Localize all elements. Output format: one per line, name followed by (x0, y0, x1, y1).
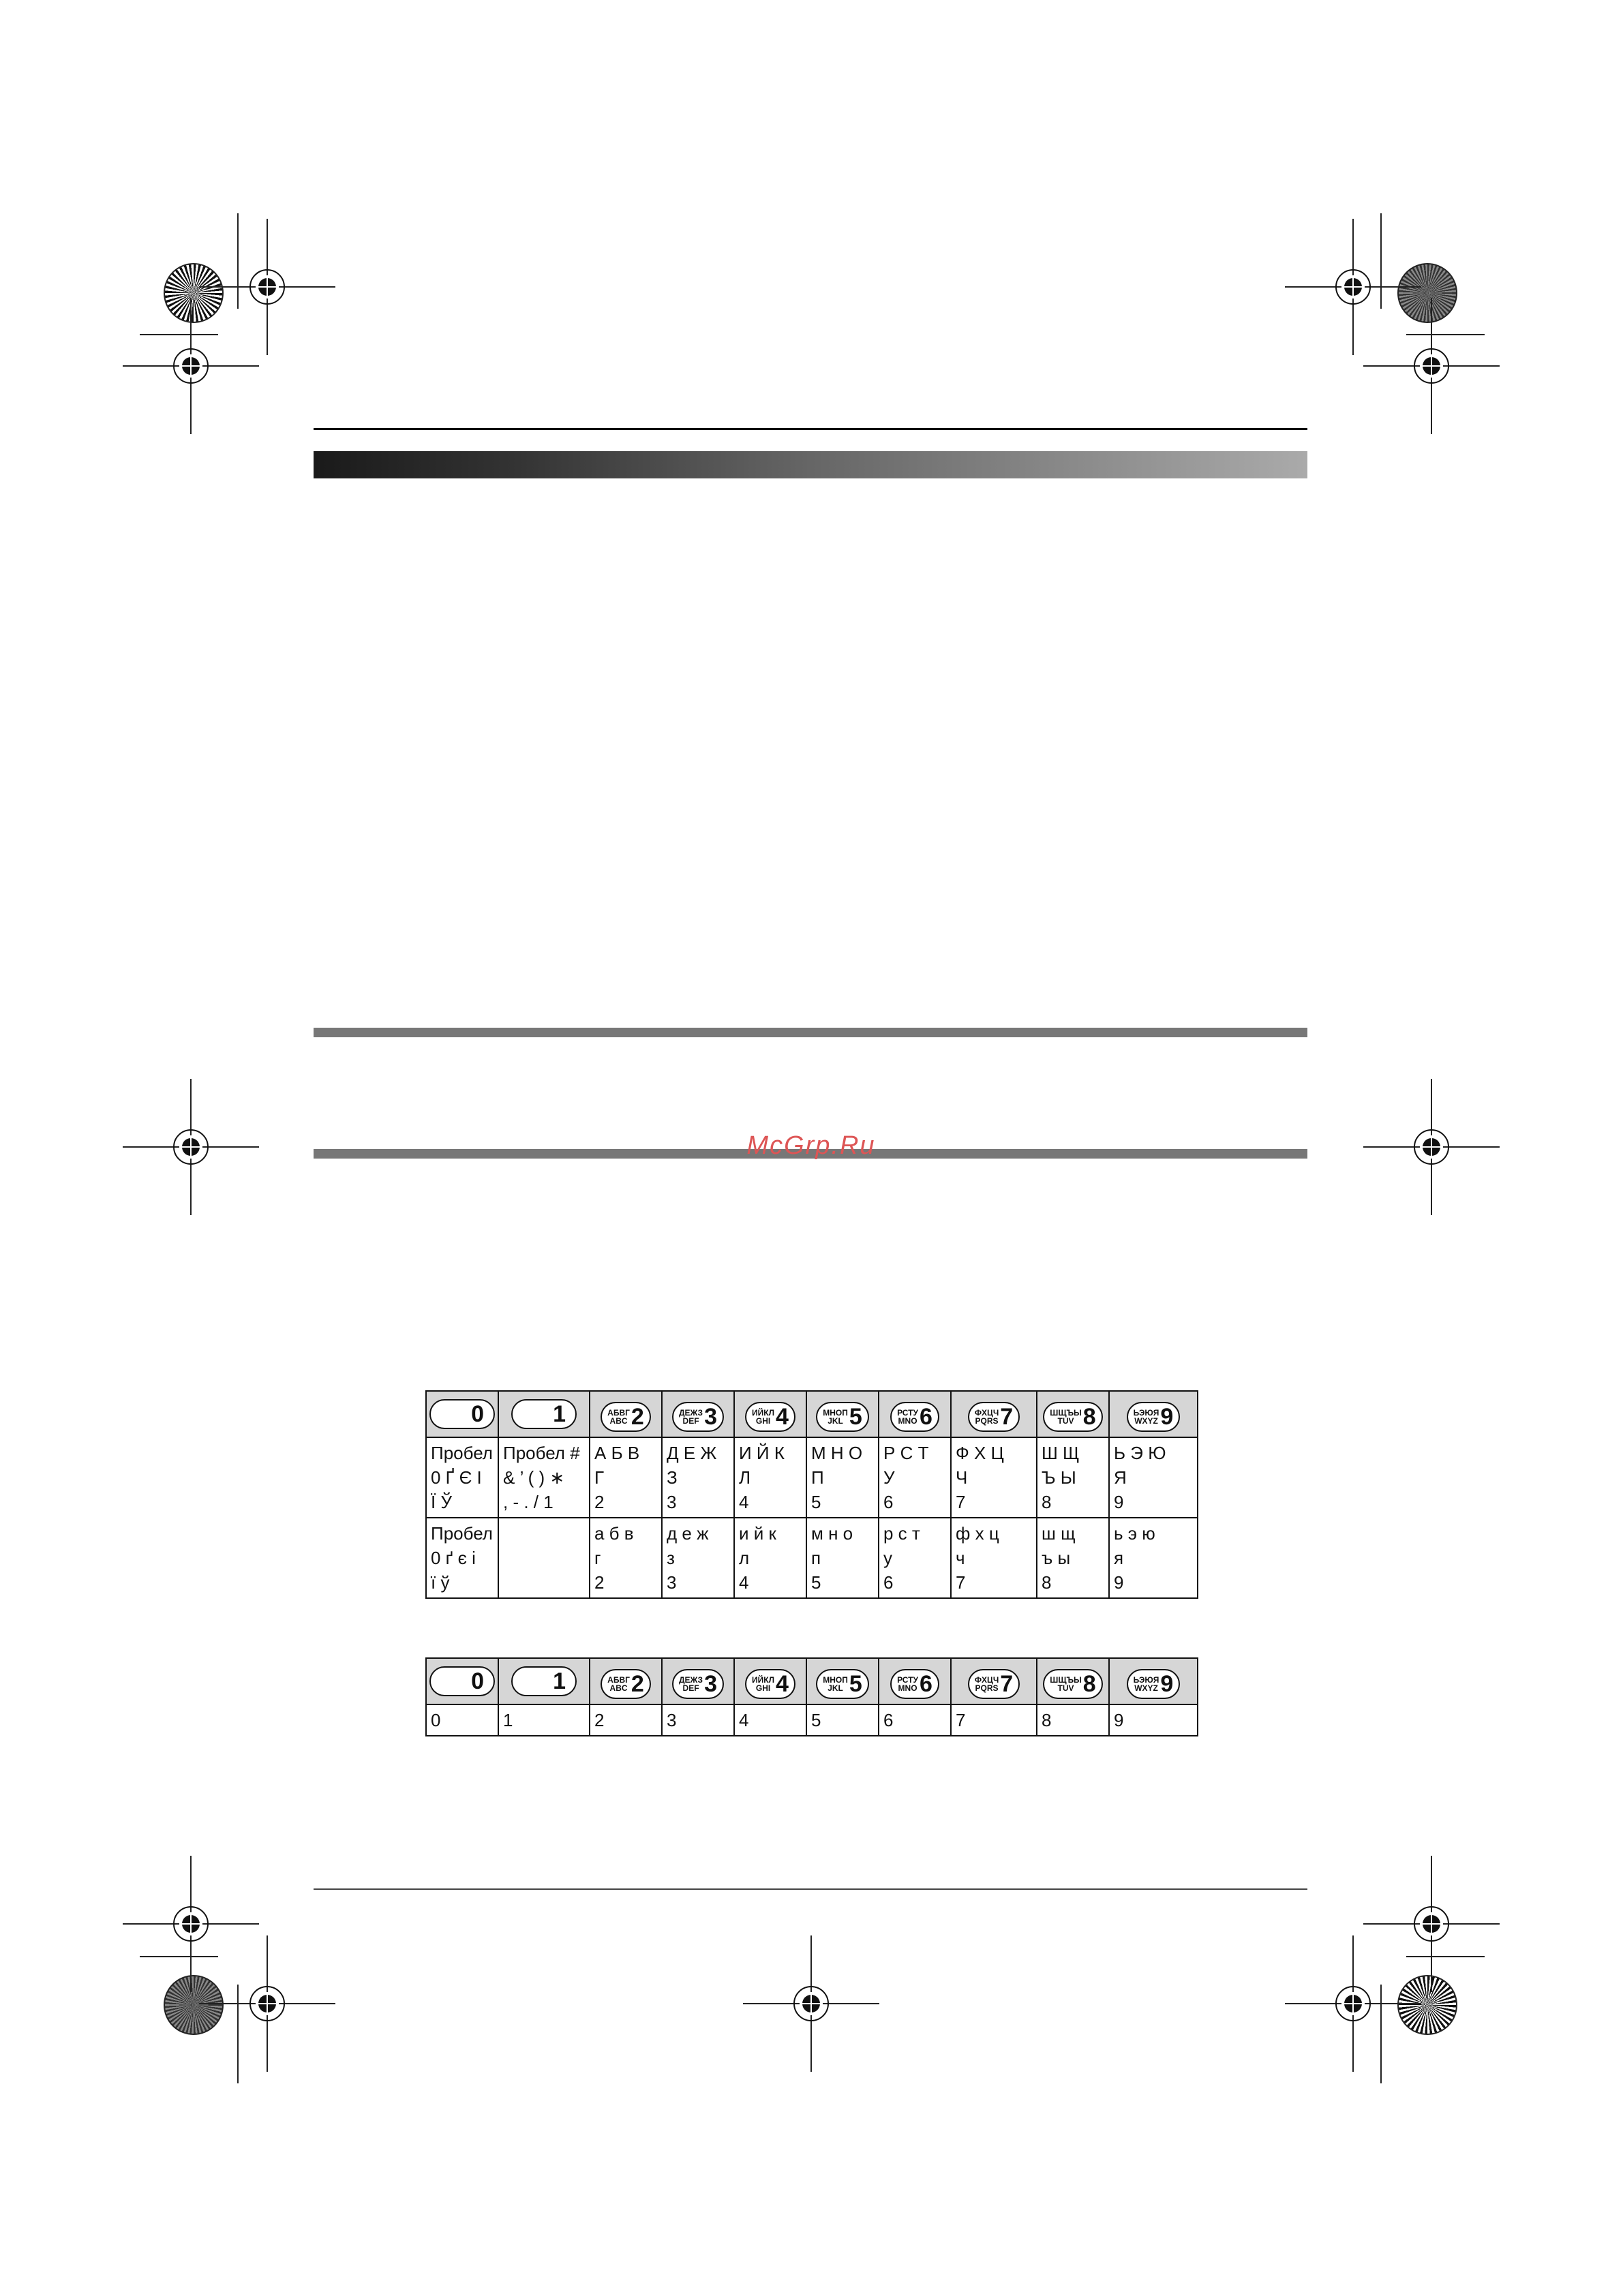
lowercase-cell (1037, 1518, 1109, 1598)
key-digit: 0 (471, 1401, 484, 1427)
key-digit: 0 (471, 1668, 484, 1694)
cell-text: Ф Х Ц (956, 1443, 1004, 1463)
key-digit: 7 (1000, 1670, 1014, 1697)
key-letters-top: ИЙКЛ (752, 1674, 775, 1685)
cell-text: 7 (956, 1710, 966, 1730)
key-1-icon (511, 1666, 577, 1696)
cell-text: 6 (883, 1710, 894, 1730)
key-digit: 7 (1000, 1403, 1014, 1430)
key-digit: 2 (631, 1670, 644, 1697)
cell-text: р с т (883, 1523, 920, 1544)
cell-text: г (594, 1548, 601, 1568)
key-letters-bottom: TUV (1057, 1415, 1074, 1426)
color-wheel-icon (164, 263, 224, 323)
key-letters-bottom: GHI (755, 1415, 771, 1426)
footer-line (314, 1888, 1307, 1890)
uppercase-cell (498, 1437, 590, 1518)
trim-mark (1380, 1985, 1382, 2083)
key-letters-bottom: DEF (682, 1415, 699, 1426)
key-letters-top: ШЩЪЫ (1050, 1407, 1082, 1418)
cell-text (503, 1546, 585, 1570)
key-digit: 8 (1082, 1670, 1096, 1697)
trim-mark (237, 213, 239, 309)
key-digit: 3 (704, 1670, 717, 1697)
cell-text: л (739, 1548, 750, 1568)
cell-text: д е ж (667, 1523, 709, 1544)
trim-mark (140, 1956, 218, 1957)
key-digit: 5 (849, 1403, 862, 1430)
key-letters-bottom: WXYZ (1134, 1415, 1158, 1426)
cell-text: А Б В (594, 1443, 640, 1463)
uppercase-cell (590, 1437, 662, 1518)
cell-text: 5 (811, 1710, 821, 1730)
cell-text: 7 (956, 1492, 966, 1512)
key-4-icon (745, 1669, 795, 1699)
key-letters-bottom: JKL (828, 1683, 843, 1693)
cell-text: ф х ц (956, 1523, 999, 1544)
key-0-cell (426, 1391, 498, 1437)
key-6-cell (879, 1391, 951, 1437)
cell-text: у (883, 1548, 892, 1568)
cell-text: п (811, 1548, 821, 1568)
digit-cell (879, 1704, 951, 1736)
color-wheel-icon (1397, 263, 1457, 323)
cell-text: з (667, 1548, 675, 1568)
color-wheel-icon (1397, 1975, 1457, 2035)
section-rule (314, 1028, 1307, 1037)
key-digit: 3 (704, 1403, 717, 1430)
lowercase-cell (951, 1518, 1037, 1598)
cell-text: Ъ Ы (1042, 1467, 1076, 1488)
cell-text: 1 (503, 1710, 513, 1730)
cell-text: , - . / 1 (503, 1492, 553, 1512)
key-7-icon (968, 1402, 1020, 1432)
uppercase-row (426, 1437, 1198, 1518)
key-header-row (426, 1391, 1198, 1437)
key-0-cell (426, 1658, 498, 1704)
key-8-icon (1043, 1402, 1102, 1432)
lowercase-cell (1109, 1518, 1198, 1598)
key-digit: 1 (553, 1401, 566, 1427)
cell-text: 8 (1042, 1710, 1052, 1730)
key-3-icon (672, 1402, 724, 1432)
cell-text: 5 (811, 1492, 821, 1512)
key-2-icon (601, 1669, 651, 1699)
key-7-cell (951, 1658, 1037, 1704)
cell-text: ш щ (1042, 1523, 1076, 1544)
key-letters-bottom: ABC (609, 1683, 628, 1693)
cell-text: Д Е Ж (667, 1443, 717, 1463)
cell-text: 2 (594, 1710, 605, 1730)
digit-cell (426, 1704, 498, 1736)
cell-text: Ь Э Ю (1114, 1443, 1166, 1463)
key-letters-top: РСТУ (897, 1674, 918, 1685)
cell-text: И Й К (739, 1443, 785, 1463)
key-4-cell (734, 1658, 806, 1704)
cell-text: 4 (739, 1492, 749, 1512)
header-line (314, 428, 1307, 430)
key-letters-bottom: MNO (898, 1683, 917, 1693)
key-digit: 9 (1160, 1403, 1174, 1430)
key-letters-top: РСТУ (897, 1407, 918, 1418)
cell-text: 6 (883, 1492, 894, 1512)
cell-text: 0 ґ є і (431, 1548, 476, 1568)
key-letters-top: ДЕЖЗ (679, 1674, 703, 1685)
key-digit: 5 (849, 1670, 862, 1697)
key-2-cell (590, 1658, 662, 1704)
key-digit: 6 (919, 1670, 932, 1697)
cell-text: П (811, 1467, 824, 1488)
key-digit: 6 (919, 1403, 932, 1430)
lowercase-cell (590, 1518, 662, 1598)
key-8-icon (1043, 1669, 1102, 1699)
cell-text: 3 (667, 1710, 677, 1730)
cell-text: М Н О (811, 1443, 863, 1463)
key-8-cell (1037, 1391, 1109, 1437)
key-3-cell (662, 1391, 734, 1437)
cell-text: 8 (1042, 1492, 1052, 1512)
key-2-cell (590, 1391, 662, 1437)
cell-text: 9 (1114, 1492, 1124, 1512)
cell-text: и й к (739, 1523, 776, 1544)
key-1-cell (498, 1391, 590, 1437)
cell-text: Ч (956, 1467, 968, 1488)
uppercase-cell (426, 1437, 498, 1518)
trim-mark (1380, 213, 1382, 309)
key-letters-bottom: ABC (609, 1415, 628, 1426)
key-5-cell (806, 1658, 879, 1704)
key-2-icon (601, 1402, 651, 1432)
lowercase-cell (498, 1518, 590, 1598)
cell-text (503, 1570, 585, 1595)
key-digit: 1 (553, 1668, 566, 1694)
cell-text: 4 (739, 1572, 749, 1593)
cell-text: & ’ ( ) ∗ (503, 1467, 565, 1488)
cell-text: У (883, 1467, 895, 1488)
cell-text: м н о (811, 1523, 853, 1544)
key-letters-bottom: MNO (898, 1415, 917, 1426)
cell-text: 0 (431, 1710, 441, 1730)
cell-text: 9 (1114, 1572, 1124, 1593)
digit-cell (951, 1704, 1037, 1736)
cell-text: Пробел (431, 1523, 493, 1544)
cell-text: ч (956, 1548, 965, 1568)
cell-text: Р С Т (883, 1443, 929, 1463)
key-5-cell (806, 1391, 879, 1437)
key-letters-bottom: JKL (828, 1415, 843, 1426)
key-9-cell (1109, 1658, 1198, 1704)
key-letters-top: ИЙКЛ (752, 1407, 775, 1418)
cell-text: 4 (739, 1710, 749, 1730)
key-3-icon (672, 1669, 724, 1699)
cell-text: 9 (1114, 1710, 1124, 1730)
cell-text: Пробел # (503, 1443, 580, 1463)
uppercase-cell (662, 1437, 734, 1518)
key-letters-top: ФХЦЧ (974, 1674, 999, 1685)
key-9-cell (1109, 1391, 1198, 1437)
key-letters-top: ЬЭЮЯ (1133, 1407, 1159, 1418)
key-letters-top: МНОП (823, 1407, 848, 1418)
digit-cell (734, 1704, 806, 1736)
key-9-icon (1127, 1669, 1181, 1699)
cell-text: 2 (594, 1572, 605, 1593)
key-5-icon (816, 1402, 869, 1432)
digit-cell (590, 1704, 662, 1736)
lowercase-row (426, 1518, 1198, 1598)
key-digit: 8 (1082, 1403, 1096, 1430)
key-letters-bottom: PQRS (975, 1683, 999, 1693)
digit-cell (1109, 1704, 1198, 1736)
lowercase-cell (662, 1518, 734, 1598)
key-6-icon (890, 1402, 939, 1432)
header-gradient-bar (314, 451, 1307, 478)
cell-text: ъ ы (1042, 1548, 1071, 1568)
digit-cell (1037, 1704, 1109, 1736)
cell-text: 6 (883, 1572, 894, 1593)
character-table-digits (425, 1657, 1198, 1736)
lowercase-cell (734, 1518, 806, 1598)
key-6-icon (890, 1669, 939, 1699)
trim-mark (1406, 1956, 1485, 1957)
key-digit: 4 (776, 1403, 789, 1430)
key-8-cell (1037, 1658, 1109, 1704)
cell-text: 5 (811, 1572, 821, 1593)
key-letters-top: ЬЭЮЯ (1133, 1674, 1159, 1685)
cell-text: а б в (594, 1523, 634, 1544)
uppercase-cell (951, 1437, 1037, 1518)
cell-text: Ш Щ (1042, 1443, 1080, 1463)
key-letters-bottom: DEF (682, 1683, 699, 1693)
key-digit: 4 (776, 1670, 789, 1697)
key-4-icon (745, 1402, 795, 1432)
key-letters-bottom: GHI (755, 1683, 771, 1693)
digit-cell (806, 1704, 879, 1736)
key-7-cell (951, 1391, 1037, 1437)
key-letters-top: АБВГ (607, 1407, 630, 1418)
key-digit: 9 (1160, 1670, 1174, 1697)
key-letters-top: ДЕЖЗ (679, 1407, 703, 1418)
key-9-icon (1127, 1402, 1181, 1432)
uppercase-cell (879, 1437, 951, 1518)
uppercase-cell (806, 1437, 879, 1518)
cell-text: я (1114, 1548, 1124, 1568)
color-wheel-icon (164, 1975, 224, 2035)
key-header-row (426, 1658, 1198, 1704)
character-table-letters (425, 1390, 1198, 1599)
key-digit: 2 (631, 1403, 644, 1430)
key-letters-top: АБВГ (607, 1674, 630, 1685)
lowercase-cell (879, 1518, 951, 1598)
cell-text: Ї Ў (431, 1492, 452, 1512)
key-3-cell (662, 1658, 734, 1704)
cell-text: 3 (667, 1492, 677, 1512)
key-letters-bottom: TUV (1057, 1683, 1074, 1693)
lowercase-cell (806, 1518, 879, 1598)
key-letters-top: МНОП (823, 1674, 848, 1685)
trim-mark (1406, 334, 1485, 335)
cell-text: ї ў (431, 1572, 450, 1593)
cell-text (503, 1521, 585, 1546)
digit-cell (662, 1704, 734, 1736)
trim-mark (140, 334, 218, 335)
uppercase-cell (1109, 1437, 1198, 1518)
cell-text: Я (1114, 1467, 1127, 1488)
cell-text: 2 (594, 1492, 605, 1512)
key-5-icon (816, 1669, 869, 1699)
digit-cell (498, 1704, 590, 1736)
watermark: McGrp.Ru (746, 1131, 876, 1160)
trim-mark (237, 1985, 239, 2083)
cell-text: 3 (667, 1572, 677, 1593)
key-7-icon (968, 1669, 1020, 1699)
key-letters-bottom: PQRS (975, 1415, 999, 1426)
cell-text: 7 (956, 1572, 966, 1593)
key-0-icon (429, 1399, 495, 1429)
key-letters-top: ФХЦЧ (974, 1407, 999, 1418)
cell-text: 0 Ґ Є І (431, 1467, 482, 1488)
key-0-icon (429, 1666, 495, 1696)
cell-text: Пробел (431, 1443, 493, 1463)
key-1-icon (511, 1399, 577, 1429)
lowercase-cell (426, 1518, 498, 1598)
cell-text: ь э ю (1114, 1523, 1155, 1544)
cell-text: З (667, 1467, 678, 1488)
uppercase-cell (1037, 1437, 1109, 1518)
key-4-cell (734, 1391, 806, 1437)
uppercase-cell (734, 1437, 806, 1518)
cell-text: Г (594, 1467, 605, 1488)
key-6-cell (879, 1658, 951, 1704)
cell-text: 8 (1042, 1572, 1052, 1593)
cell-text: Л (739, 1467, 751, 1488)
key-letters-top: ШЩЪЫ (1050, 1674, 1082, 1685)
digit-row (426, 1704, 1198, 1736)
key-letters-bottom: WXYZ (1134, 1683, 1158, 1693)
key-1-cell (498, 1658, 590, 1704)
